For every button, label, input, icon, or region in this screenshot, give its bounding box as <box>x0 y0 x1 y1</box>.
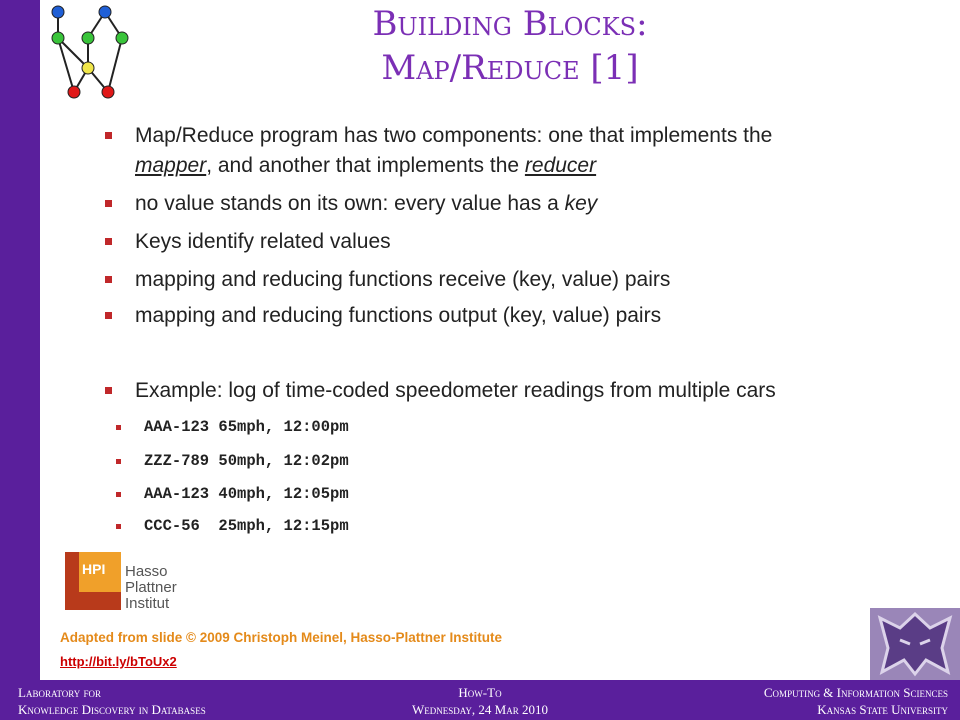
footer-bar <box>0 680 960 720</box>
sub-bullet-icon <box>116 459 121 464</box>
title-line-2: Map/Reduce [1] <box>381 48 639 88</box>
reading-text: CCC-56 25mph, 12:15pm <box>144 517 349 535</box>
footer-dept-line: Computing & Information Sciences <box>763 685 948 700</box>
sub-bullet-icon <box>116 425 121 430</box>
sub-bullet-icon <box>116 524 121 529</box>
slide-body <box>40 0 960 680</box>
slide-title <box>240 2 780 90</box>
graph-logo-icon <box>44 4 144 99</box>
title-line-1: Building Blocks: <box>372 4 648 44</box>
credit-text: Adapted from slide © 2009 Christoph Meinel, Hasso-Plattner Institute <box>60 630 503 645</box>
bullet-icon <box>105 132 112 139</box>
ksu-wildcat-logo <box>870 608 960 680</box>
bullet-text: mapping and reducing functions output (key, value) pairs <box>135 304 662 327</box>
bullet-text: Map/Reduce program has two components: one that implements the <box>135 124 773 147</box>
footer-univ-line: Kansas State University <box>817 702 948 717</box>
mapper-term: mapper <box>135 154 207 177</box>
footer-lab-line: Knowledge Discovery in Databases <box>18 702 206 717</box>
hpi-name-line: Institut <box>125 595 170 612</box>
source-link[interactable]: http://bit.ly/bToUx2 <box>60 654 177 669</box>
footer-right <box>764 684 948 718</box>
reading-text: ZZZ-789 50mph, 12:02pm <box>144 452 349 470</box>
footer-date-line: Wednesday, 24 Mar 2010 <box>411 702 548 717</box>
footer-title-line: How-To <box>458 685 502 700</box>
left-sidebar-bar <box>0 0 40 680</box>
bullet-icon <box>105 238 112 245</box>
key-term: key <box>564 192 598 215</box>
bullet-icon <box>105 387 112 394</box>
wildcat-icon <box>870 608 960 680</box>
bullet-icon <box>105 200 112 207</box>
reading-text: AAA-123 65mph, 12:00pm <box>144 418 349 436</box>
sub-bullet-icon <box>116 492 121 497</box>
bullet-icon <box>105 276 112 283</box>
bullet-text: no value stands on its own: every value has a <box>135 192 565 215</box>
bullet-text: Keys identify related values <box>135 230 391 253</box>
reducer-term: reducer <box>524 154 597 177</box>
hpi-badge-text: HPI <box>82 561 106 577</box>
bullet-text: Example: log of time-coded speedometer readings from multiple cars <box>135 379 776 402</box>
reading-text: AAA-123 40mph, 12:05pm <box>144 485 349 503</box>
hpi-name-line: Plattner <box>125 579 177 596</box>
hpi-name-line: Hasso <box>125 563 168 580</box>
bullet-text: mapping and reducing functions receive (key, value) pairs <box>135 268 671 291</box>
footer-lab-line: Laboratory for <box>18 685 102 700</box>
bullet-text: , and another that implements the <box>206 154 525 177</box>
bullet-icon <box>105 312 112 319</box>
